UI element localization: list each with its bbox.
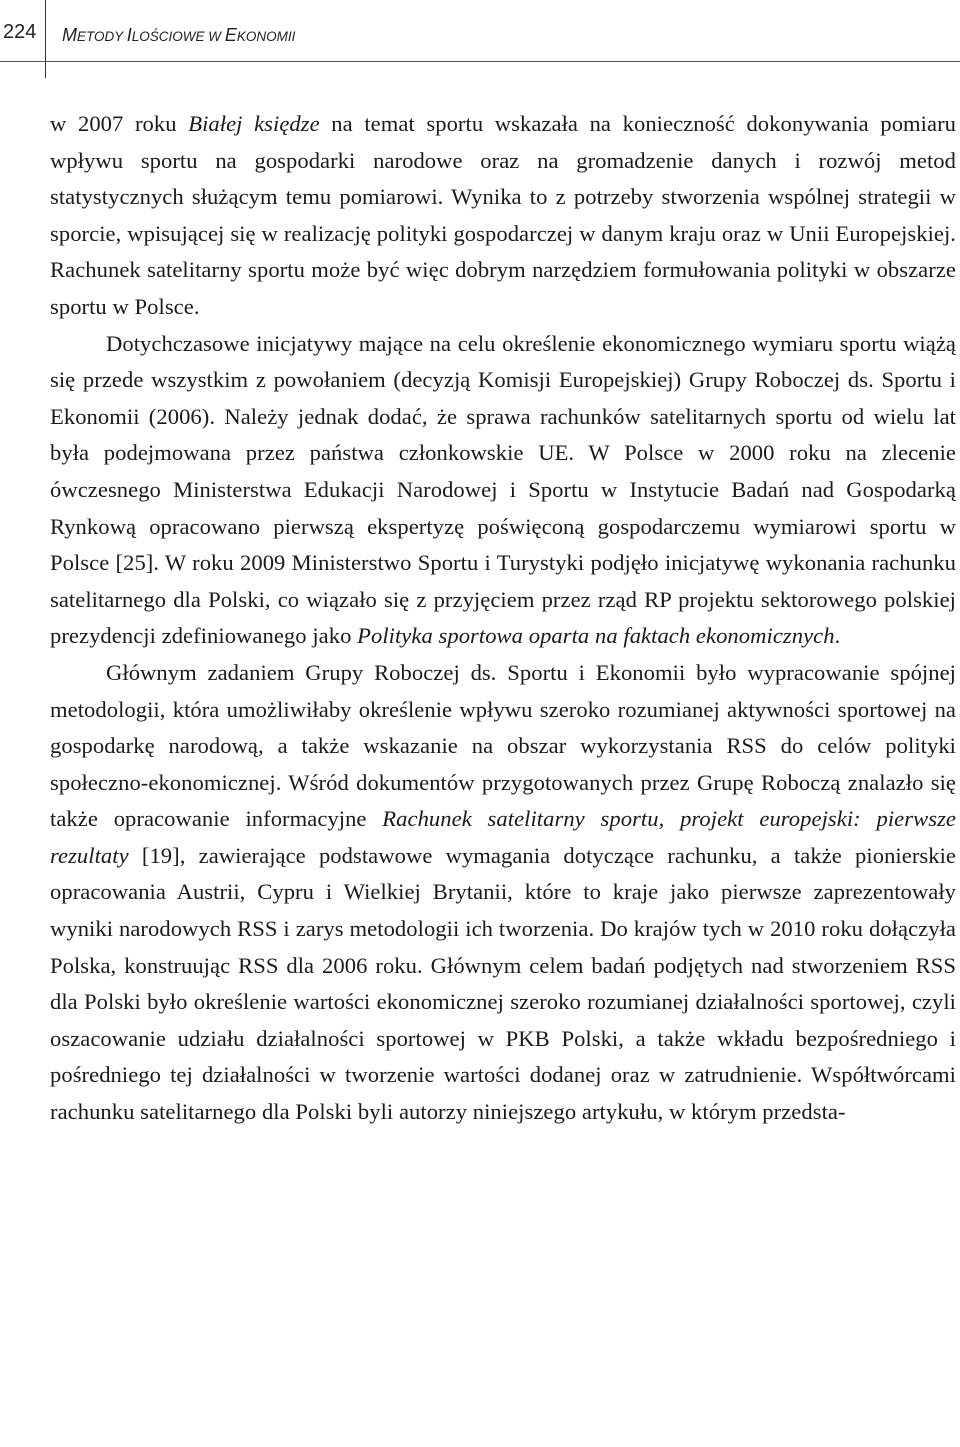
paragraph-1 bbox=[50, 106, 956, 326]
text-segment-italic: Białej księdze bbox=[188, 111, 320, 136]
text-segment-italic: Polityka sportowa oparta na faktach ekonomicznych bbox=[357, 623, 835, 649]
title-initial-e: E bbox=[224, 25, 237, 45]
text-segment: Dotychczasowe inicjatywy mające na celu określenie ekonomicznego wymiaru sportu wiążą się przede wszystkim z powołaniem (decyzją Komisji Europejskiej) Grupy Roboczej ds. Sportu i Ekonomii (2006). Należy jednak dodać, że sprawa rachunków satelitarnych sportu od wielu lat była podejmowana przez państwa członkowskie UE. W Polsce w 2000 roku na zlecenie ówczesnego Ministerstwa Edukacji Narodowej i Sportu w Instytucie Badań nad Gospodarką Rynkową opracowano pierwszą ekspertyzę poświęconą gospodarczemu wymiarowi sportu w Polsce [25]. W roku 2009 Ministerstwo Sportu i Turystyki podjęło inicjatywę wykonania rachunku satelitarnego dla Polski, co wiązało się z przyjęciem przez rząd RP projektu sektorowego polskiej prezydencji zdefiniowanego jako bbox=[50, 330, 956, 649]
text-segment: na temat sportu wskazała na konieczność dokonywania pomiaru wpływu sportu na gospodarki narodowe oraz na gromadzenie danych i rozwój metod statystycznych służącym temu pomiarowi. Wynika to z potrzeby stworzenia wspólnej strategii w sporcie, wpisującej się w realizację polityki gospodarczej w danym kraju oraz w Unii Europejskiej. Rachunek satelitarny sportu może być więc dobrym narzędziem formułowania polityki w obszarze sportu w Polsce. bbox=[50, 111, 956, 319]
page-number: 224 bbox=[3, 21, 37, 43]
text-segment: w 2007 roku bbox=[50, 111, 189, 136]
body-text bbox=[50, 106, 956, 1131]
paragraph-3 bbox=[50, 655, 956, 1131]
paragraph-2 bbox=[50, 326, 956, 655]
header-vertical-rule bbox=[45, 0, 46, 78]
running-title bbox=[62, 25, 295, 46]
title-part-2: LOŚCIOWE W bbox=[131, 29, 225, 44]
title-part-1: ETODY bbox=[77, 29, 127, 44]
text-segment-italic: Rachunek satelitarny sportu, projekt europejski: pierwsze rezultaty bbox=[50, 806, 956, 868]
title-initial-m: M bbox=[62, 25, 77, 45]
text-segment: . bbox=[834, 623, 841, 649]
title-initial-i: I bbox=[126, 25, 132, 45]
title-part-3: KONOMII bbox=[236, 29, 296, 44]
text-segment: Głównym zadaniem Grupy Roboczej ds. Sportu i Ekonomii było wypracowanie spójnej metodologii, która umożliwiłaby określenie wpływu szeroko rozumianej aktywności sportowej na gospodarkę narodową, a także wskazanie na obszar wykorzystania RSS do celów polityki społeczno-ekonomicznej. Wśród dokumentów przygotowanych przez Grupę Roboczą znalazło się także opracowanie informacyjne bbox=[50, 659, 956, 832]
text-segment: [19], zawierające podstawowe wymagania dotyczące rachunku, a także pionierskie opracowania Austrii, Cypru i Wielkiej Brytanii, które to kraje jako pierwsze zaprezentowały wyniki narodowych RSS i zarys metodologii ich tworzenia. Do krajów tych w 2010 roku dołączyła Polska, konstruując RSS dla 2006 roku. Głównym celem badań podjętych nad stworzeniem RSS dla Polski było określenie wartości ekonomicznej szeroko rozumianej działalności sportowej, czyli oszacowanie udziału działalności sportowej w PKB Polski, a także wkładu bezpośredniego i pośredniego tej działalności w tworzenie wartości dodanej oraz w zatrudnienie. Współtwórcami rachunku satelitarnego dla Polski byli autorzy niniejszego artykułu, w którym przedsta- bbox=[50, 842, 956, 1125]
header-horizontal-rule bbox=[0, 61, 960, 62]
running-header bbox=[0, 0, 960, 80]
